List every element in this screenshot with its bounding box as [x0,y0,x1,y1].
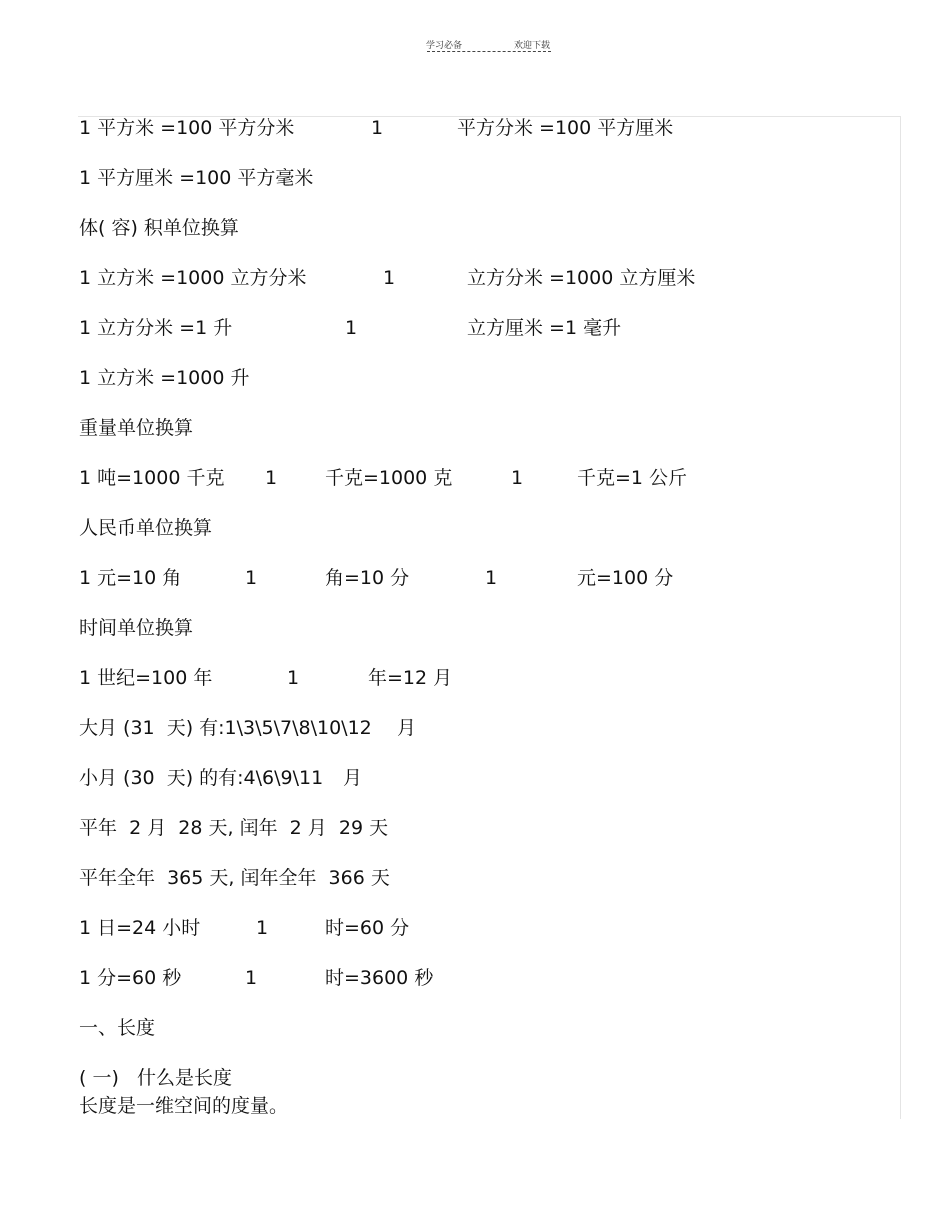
header-right-text: 欢迎下载 [514,41,551,51]
text-segment: 1 平方厘米 =100 平方毫米 [79,167,314,189]
text-segment: 1 [245,967,258,989]
text-segment: 小月 (30 天) 的有:4\6\9\11 [79,767,324,789]
text-segment: 平年全年 365 天, 闰年全年 366 天 [79,867,390,889]
text-segment: 时=60 分 [325,917,410,939]
text-segment: 千克=1 公斤 [577,467,688,489]
text-segment: 一、长度 [79,1017,156,1039]
page-header [0,38,950,58]
text-segment: 1 立方米 =1000 立方分米 [79,267,307,289]
text-segment: 立方分米 =1000 立方厘米 [467,267,696,289]
text-segment: 平方分米 =100 平方厘米 [457,117,674,139]
text-segment: 1 平方米 =100 平方分米 [79,117,295,139]
text-segment: 体( 容) 积单位换算 [79,217,239,239]
text-segment: 千克=1000 克 [325,467,453,489]
text-segment: 角=10 分 [325,567,410,589]
text-segment: 1 [345,317,358,339]
text-segment: ( 一) 什么是长度 [79,1067,232,1089]
text-segment: 1 [371,117,384,139]
header-dashed-rule [427,51,551,52]
text-segment: 月 [343,767,363,789]
text-segment: 1 日=24 小时 [79,917,201,939]
text-segment: 1 吨=1000 千克 [79,467,225,489]
text-segment: 元=100 分 [577,567,674,589]
text-segment: 长度是一维空间的度量。 [79,1095,289,1117]
text-segment: 人民币单位换算 [79,517,213,539]
text-segment: 1 [511,467,524,489]
text-segment: 平年 2 月 28 天, 闰年 2 月 29 天 [79,817,389,839]
text-segment: 重量单位换算 [79,417,194,439]
text-segment: 时=3600 秒 [325,967,434,989]
text-segment: 立方厘米 =1 毫升 [467,317,622,339]
text-segment: 1 立方米 =1000 升 [79,367,250,389]
text-segment: 1 分=60 秒 [79,967,182,989]
text-segment: 时间单位换算 [79,617,194,639]
header-left-text: 学习必备 [426,41,463,51]
text-segment: 1 立方分米 =1 升 [79,317,233,339]
text-segment: 1 世纪=100 年 [79,667,213,689]
text-segment: 1 [383,267,396,289]
text-segment: 1 [287,667,300,689]
text-segment: 大月 (31 天) 有:1\3\5\7\8\10\12 [79,717,372,739]
text-segment: 1 [485,567,498,589]
text-segment: 1 [256,917,269,939]
text-segment: 1 [245,567,258,589]
text-segment: 1 [265,467,278,489]
text-segment: 年=12 月 [368,667,453,689]
text-segment: 1 元=10 角 [79,567,182,589]
text-segment: 月 [397,717,417,739]
